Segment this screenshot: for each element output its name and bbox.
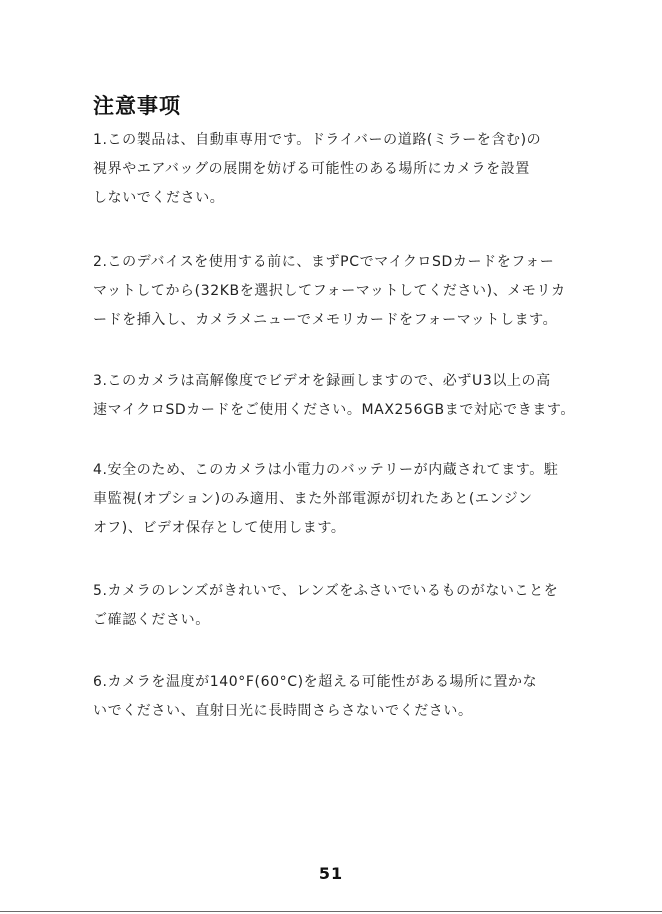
text-line: ードを挿入し、カメラメニューでメモリカードをフォーマットします。: [93, 312, 558, 328]
notice-item-4: [93, 456, 593, 543]
text-line: 車監視(オプション)のみ適用、また外部電源が切れたあと(エンジン: [93, 491, 533, 507]
text-line: いでください、直射日光に長時間さらさないでください。: [93, 703, 473, 719]
text-line: 5.カメラのレンズがきれいで、レンズをふさいでいるものがないことを: [93, 583, 559, 599]
text-line: 1.この製品は、自動車専用です。ドライバーの道路(ミラーを含む)の: [93, 132, 542, 148]
text-line: 速マイクロSDカードをご使用ください。MAX256GBまで対応できます。: [93, 402, 576, 418]
page-heading: 注意事项: [93, 94, 181, 118]
text-line: 3.このカメラは高解像度でビデオを録画しますので、必ずU3以上の高: [93, 373, 551, 389]
notice-item-6: [93, 668, 593, 726]
notice-item-1: [93, 126, 593, 213]
text-line: 6.カメラを温度が140°F(60°C)を超える可能性がある場所に置かな: [93, 674, 538, 690]
notice-item-5: [93, 577, 593, 635]
bottom-divider: [0, 911, 662, 912]
text-line: しないでください。: [93, 190, 225, 206]
text-line: 2.このデバイスを使用する前に、まずPCでマイクロSDカードをフォー: [93, 254, 555, 270]
text-line: マットしてから(32KBを選択してフォーマットしてください)、メモリカ: [93, 283, 566, 299]
text-line: 4.安全のため、このカメラは小電力のバッテリーが内蔵されてます。駐: [93, 462, 559, 478]
notice-item-3: [93, 367, 593, 425]
text-line: オフ)、ビデオ保存として使用します。: [93, 520, 346, 536]
text-line: ご確認ください。: [93, 612, 210, 628]
text-line: 視界やエアバッグの展開を妨げる可能性のある場所にカメラを設置: [93, 161, 530, 177]
page-number: 51: [318, 864, 344, 883]
notice-item-2: [93, 248, 593, 335]
